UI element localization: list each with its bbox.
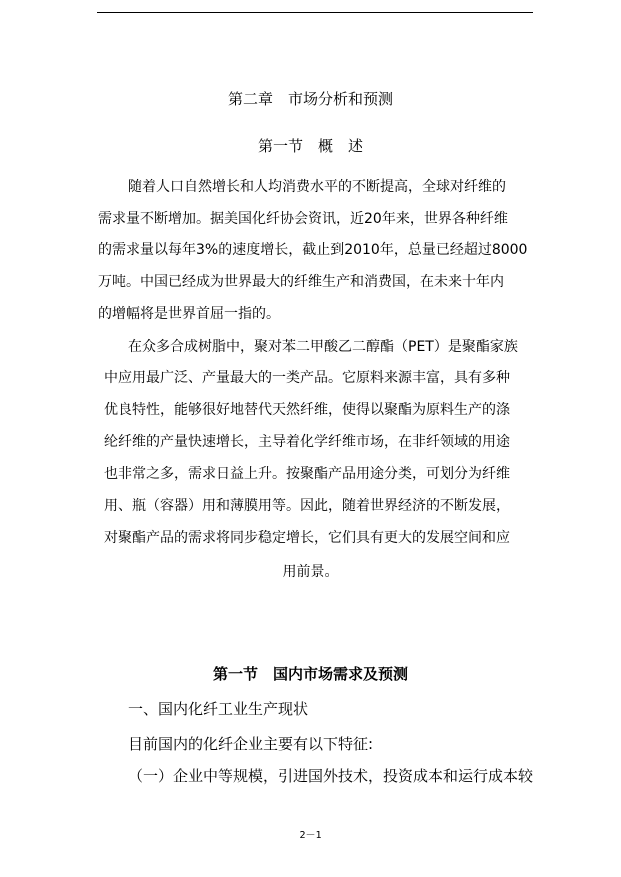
section-title-overview: 第一节 概 述 <box>257 137 363 155</box>
section-title-domestic-market: 第一节 国内市场需求及预测 <box>212 665 408 683</box>
paragraph-line: 优良特性，能够很好地替代天然纤维，使得以聚酯为原料生产的涤 <box>104 402 510 418</box>
paragraph-line: 的需求量以每年3%的速度增长，截止到2010年，总量已经超过8000 <box>98 242 528 258</box>
chapter-title: 第二章 市场分析和预测 <box>227 90 393 108</box>
header-rule <box>97 12 533 13</box>
paragraph-line: 中应用最广泛、产量最大的一类产品。它原料来源丰富，具有多种 <box>104 370 510 386</box>
paragraph-line: 随着人口自然增长和人均消费水平的不断提高，全球对纤维的 <box>128 179 506 195</box>
page-number: 2－1 <box>299 830 322 841</box>
paragraph-line: 也非常之多，需求日益上升。按聚酯产品用途分类，可划分为纤维 <box>104 466 510 482</box>
paragraph-line: 目前国内的化纤企业主要有以下特征: <box>128 735 374 753</box>
paragraph-line: 的增幅将是世界首屈一指的。 <box>98 306 280 322</box>
paragraph-line: 需求量不断增加。据美国化纤协会资讯，近20年来，世界各种纤维 <box>98 211 508 227</box>
paragraph-line: （一）企业中等规模，引进国外技术，投资成本和运行成本较 <box>128 767 534 785</box>
paragraph-line: 用前景。 <box>282 564 339 580</box>
paragraph-line: 纶纤维的产量快速增长，主导着化学纤维市场，在非纤领域的用途 <box>104 434 510 450</box>
paragraph-line: 万吨。中国已经成为世界最大的纤维生产和消费国，在未来十年内 <box>98 274 504 290</box>
paragraph-line: 对聚酯产品的需求将同步稳定增长，它们具有更大的发展空间和应 <box>104 530 510 546</box>
paragraph-line: 用、瓶（容器）用和薄膜用等。因此，随着世界经济的不断发展， <box>104 498 510 514</box>
subheading: 一、国内化纤工业生产现状 <box>128 700 309 718</box>
paragraph-line: 在众多合成树脂中，聚对苯二甲酸乙二醇酯（PET）是聚酯家族 <box>128 339 518 355</box>
